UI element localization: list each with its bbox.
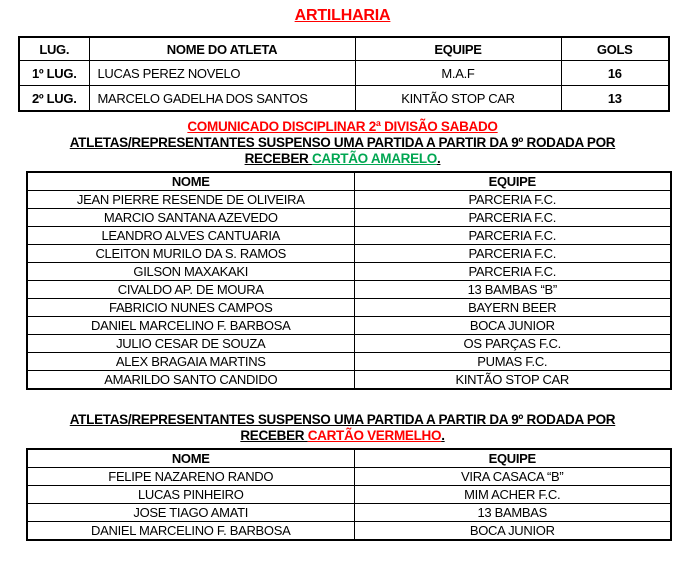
table-row	[27, 504, 671, 522]
red-card-heading	[0, 412, 685, 444]
cell-equipe: PARCERIA F.C.	[354, 227, 671, 245]
table-row	[27, 371, 671, 390]
table-row	[27, 486, 671, 504]
cell-nome: ALEX BRAGAIA MARTINS	[27, 353, 354, 371]
cell-equipe: PARCERIA F.C.	[354, 191, 671, 209]
cell-gols: 13	[561, 86, 669, 112]
document-page	[0, 7, 685, 541]
table-row	[27, 522, 671, 541]
header-cell-equipe: EQUIPE	[354, 172, 671, 191]
period: .	[436, 151, 441, 166]
comunicado-heading: COMUNICADO DISCIPLINAR 2ª DIVISÃO SABADO	[187, 119, 498, 134]
table-row	[19, 86, 669, 112]
header-cell-gols: GOLS	[561, 37, 669, 61]
cell-equipe: BOCA JUNIOR	[354, 317, 671, 335]
header-cell-equipe: EQUIPE	[355, 37, 561, 61]
cell-nome: GILSON MAXAKAKI	[27, 263, 354, 281]
yellow-table-header-row	[27, 172, 671, 191]
page-title-row	[0, 7, 685, 25]
header-cell-equipe: EQUIPE	[354, 449, 671, 468]
cell-equipe: MIM ACHER F.C.	[354, 486, 671, 504]
red-heading-line1: ATLETAS/REPRESENTANTES SUSPENSO UMA PARTIDA A PARTIR DA 9º RODADA POR	[69, 412, 616, 427]
header-cell-nome: NOME	[27, 172, 354, 191]
red-card-label: CARTÃO VERMELHO	[307, 428, 442, 443]
artilharia-table	[18, 36, 670, 112]
cell-equipe: KINTÃO STOP CAR	[355, 86, 561, 112]
cell-equipe: PARCERIA F.C.	[354, 263, 671, 281]
page-title: ARTILHARIA	[294, 7, 391, 24]
yellow-card-heading	[0, 135, 685, 167]
table-row	[27, 263, 671, 281]
comunicado-heading-row	[0, 119, 685, 135]
cell-equipe: PARCERIA F.C.	[354, 209, 671, 227]
cell-lug: 1º LUG.	[19, 61, 89, 86]
table-row	[27, 317, 671, 335]
cell-nome: JOSE TIAGO AMATI	[27, 504, 354, 522]
cell-equipe: PARCERIA F.C.	[354, 245, 671, 263]
cell-nome: FABRICIO NUNES CAMPOS	[27, 299, 354, 317]
cell-nome: LUCAS PINHEIRO	[27, 486, 354, 504]
cell-equipe: KINTÃO STOP CAR	[354, 371, 671, 390]
table-row	[27, 281, 671, 299]
table-row	[27, 353, 671, 371]
table-row	[27, 468, 671, 486]
cell-equipe: 13 BAMBAS	[354, 504, 671, 522]
receber-label: RECEBER	[244, 151, 312, 166]
cell-nome: JEAN PIERRE RESENDE DE OLIVEIRA	[27, 191, 354, 209]
table-row	[27, 227, 671, 245]
red-table-header-row	[27, 449, 671, 468]
yellow-heading-line1: ATLETAS/REPRESENTANTES SUSPENSO UMA PARTIDA A PARTIR DA 9º RODADA POR	[69, 135, 616, 150]
header-cell-nome: NOME	[27, 449, 354, 468]
yellow-card-label: CARTÃO AMARELO	[311, 151, 437, 166]
table-row	[27, 335, 671, 353]
cell-equipe: PUMAS F.C.	[354, 353, 671, 371]
header-cell-lug: LUG.	[19, 37, 89, 61]
cell-nome: CIVALDO AP. DE MOURA	[27, 281, 354, 299]
receber-label: RECEBER	[240, 428, 308, 443]
red-card-table	[26, 448, 672, 541]
cell-nome: LEANDRO ALVES CANTUARIA	[27, 227, 354, 245]
cell-nome: LUCAS PEREZ NOVELO	[89, 61, 355, 86]
cell-equipe: M.A.F	[355, 61, 561, 86]
cell-nome: MARCIO SANTANA AZEVEDO	[27, 209, 354, 227]
red-heading-line2	[0, 428, 685, 444]
table-row	[27, 191, 671, 209]
cell-nome: AMARILDO SANTO CANDIDO	[27, 371, 354, 390]
yellow-card-table	[26, 171, 672, 390]
cell-gols: 16	[561, 61, 669, 86]
header-cell-nome-do-atleta: NOME DO ATLETA	[89, 37, 355, 61]
cell-nome: MARCELO GADELHA DOS SANTOS	[89, 86, 355, 112]
cell-nome: DANIEL MARCELINO F. BARBOSA	[27, 522, 354, 541]
cell-equipe: OS PARÇAS F.C.	[354, 335, 671, 353]
table-row	[19, 61, 669, 86]
cell-equipe: BAYERN BEER	[354, 299, 671, 317]
cell-equipe: BOCA JUNIOR	[354, 522, 671, 541]
cell-equipe: 13 BAMBAS “B”	[354, 281, 671, 299]
cell-nome: CLEITON MURILO DA S. RAMOS	[27, 245, 354, 263]
table-row	[27, 209, 671, 227]
cell-equipe: VIRA CASACA “B”	[354, 468, 671, 486]
artilharia-header-row	[19, 37, 669, 61]
table-row	[27, 299, 671, 317]
cell-lug: 2º LUG.	[19, 86, 89, 112]
cell-nome: FELIPE NAZARENO RANDO	[27, 468, 354, 486]
table-row	[27, 245, 671, 263]
yellow-heading-line2	[0, 151, 685, 167]
period: .	[441, 428, 445, 443]
cell-nome: JULIO CESAR DE SOUZA	[27, 335, 354, 353]
cell-nome: DANIEL MARCELINO F. BARBOSA	[27, 317, 354, 335]
